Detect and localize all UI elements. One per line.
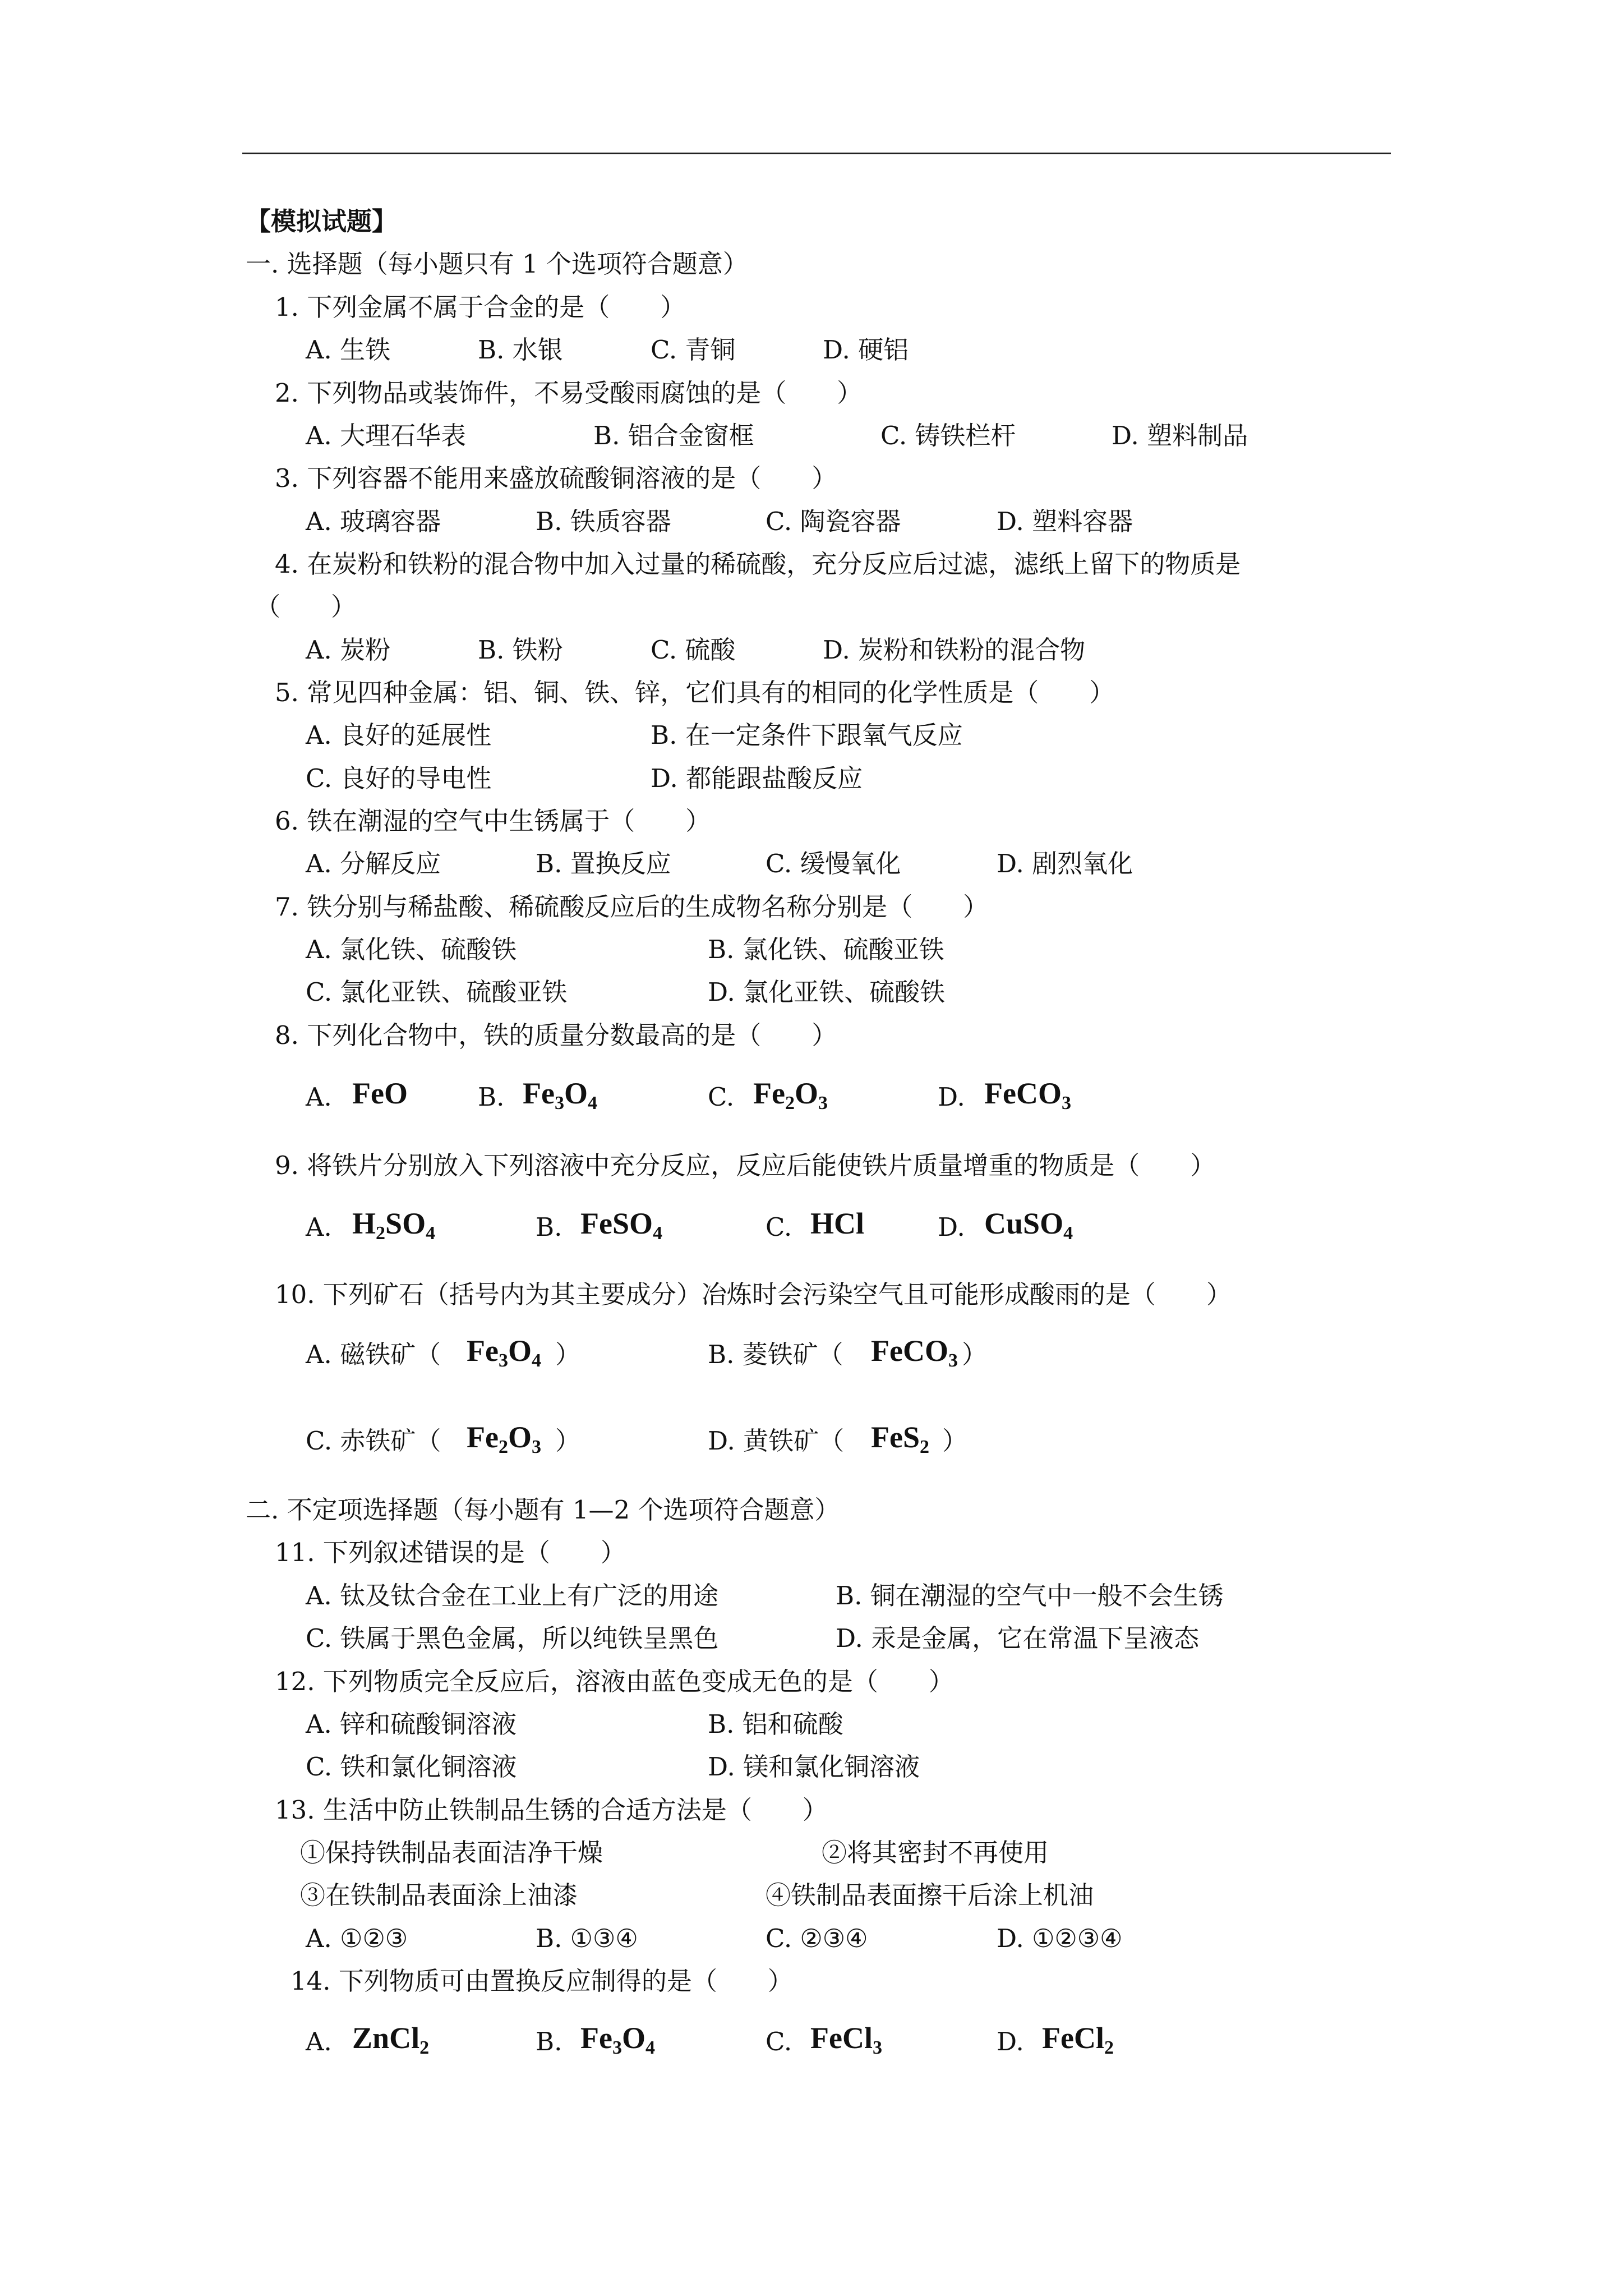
- q9-formula-d: CuSO$_4$: [984, 1207, 1073, 1244]
- q7-option-a: A. 氯化铁、硫酸铁: [306, 935, 517, 964]
- q2-option-d: D. 塑料制品: [1112, 421, 1248, 450]
- q11-option-d: D. 汞是金属，它在常温下呈液态: [836, 1623, 1200, 1653]
- q14-formula-d: FeCl$_2$: [1042, 2021, 1114, 2058]
- q13-item-4: ④铁制品表面擦干后涂上机油: [766, 1880, 1094, 1910]
- question-7: 7. 铁分别与稀盐酸、稀硫酸反应后的生成物名称分别是（ ）: [275, 892, 989, 922]
- q12-option-c: C. 铁和氯化铜溶液: [306, 1752, 517, 1782]
- q9-option-d-letter: D.: [938, 1212, 965, 1242]
- q7-option-d: D. 氯化亚铁、硫酸铁: [708, 977, 946, 1007]
- q3-option-b: B. 铁质容器: [536, 507, 671, 536]
- header-rule: [242, 153, 1391, 154]
- q8-option-c-letter: C.: [708, 1082, 735, 1112]
- question-2: 2. 下列物品或装饰件，不易受酸雨腐蚀的是（ ）: [275, 378, 863, 408]
- q1-option-d: D. 硬铝: [823, 335, 909, 365]
- q4-option-b: B. 铁粉: [478, 635, 563, 665]
- question-8: 8. 下列化合物中，铁的质量分数最高的是（ ）: [275, 1020, 837, 1050]
- q10-formula-a: $Fe_3O_4$: [467, 1334, 541, 1371]
- q9-option-b-letter: B.: [536, 1212, 562, 1242]
- q12-option-d: D. 镁和氯化铜溶液: [708, 1752, 920, 1782]
- q9-formula-c: HCl: [810, 1207, 865, 1240]
- q9-formula-a: $H_2SO_4$: [352, 1207, 436, 1244]
- q5-option-c: C. 良好的导电性: [306, 763, 492, 793]
- question-13: 13. 生活中防止铁制品生锈的合适方法是（ ）: [275, 1795, 828, 1825]
- q10-close-a: ）: [555, 1340, 581, 1369]
- q10-close-d: ）: [942, 1426, 968, 1456]
- q10-formula-c: $Fe_2O_3$: [467, 1420, 541, 1457]
- question-9: 9. 将铁片分别放入下列溶液中充分反应，反应后能使铁片质量增重的物质是（ ）: [275, 1151, 1216, 1180]
- q10-option-c: C. 赤铁矿（: [306, 1426, 441, 1456]
- q10-formula-b: FeCO$_3$: [871, 1334, 958, 1371]
- q8-option-b-letter: B.: [478, 1082, 505, 1112]
- q3-option-a: A. 玻璃容器: [306, 507, 441, 536]
- q8-formula-c: $Fe_2O_3$: [753, 1076, 828, 1114]
- q9-formula-b: FeSO$_4$: [580, 1207, 663, 1244]
- q14-option-c-letter: C.: [766, 2027, 792, 2056]
- q8-option-a-letter: A.: [306, 1082, 332, 1112]
- q14-option-d-letter: D.: [997, 2027, 1024, 2056]
- question-4-cont: （ ）: [255, 592, 357, 622]
- q8-formula-d: FeCO$_3$: [984, 1076, 1071, 1114]
- q13-item-1: ①保持铁制品表面洁净干燥: [300, 1838, 603, 1867]
- q4-option-a: A. 炭粉: [306, 635, 391, 665]
- q10-option-d: D. 黄铁矿（: [708, 1426, 845, 1456]
- q14-formula-a: ZnCl$_2$: [352, 2021, 430, 2058]
- q12-option-a: A. 锌和硫酸铜溶液: [306, 1709, 517, 1739]
- q11-option-c: C. 铁属于黑色金属，所以纯铁呈黑色: [306, 1623, 719, 1653]
- q6-option-a: A. 分解反应: [306, 849, 441, 878]
- q9-option-c-letter: C.: [766, 1212, 792, 1242]
- section-2-heading: 二. 不定项选择题（每小题有 1—2 个选项符合题意）: [246, 1495, 840, 1525]
- q3-option-c: C. 陶瓷容器: [766, 507, 901, 536]
- question-11: 11. 下列叙述错误的是（ ）: [275, 1538, 626, 1567]
- q13-option-a: A. ①②③: [306, 1924, 408, 1953]
- q5-option-b: B. 在一定条件下跟氧气反应: [651, 720, 963, 750]
- q13-item-2: ②将其密封不再使用: [822, 1838, 1049, 1867]
- q10-close-c: ）: [555, 1426, 581, 1456]
- q13-item-3: ③在铁制品表面涂上油漆: [300, 1880, 578, 1910]
- q11-option-b: B. 铜在潮湿的空气中一般不会生锈: [836, 1581, 1224, 1611]
- q13-option-d: D. ①②③④: [997, 1924, 1123, 1953]
- q13-option-c: C. ②③④: [766, 1924, 868, 1953]
- question-10: 10. 下列矿石（括号内为其主要成分）冶炼时会污染空气且可能形成酸雨的是（ ）: [275, 1280, 1232, 1309]
- question-4: 4. 在炭粉和铁粉的混合物中加入过量的稀硫酸，充分反应后过滤，滤纸上留下的物质是: [275, 549, 1241, 579]
- q8-formula-b: $Fe_3O_4$: [523, 1076, 597, 1114]
- question-6: 6. 铁在潮湿的空气中生锈属于（ ）: [275, 806, 711, 836]
- question-1: 1. 下列金属不属于合金的是（ ）: [275, 292, 686, 322]
- q5-option-d: D. 都能跟盐酸反应: [651, 763, 863, 793]
- question-3: 3. 下列容器不能用来盛放硫酸铜溶液的是（ ）: [275, 463, 837, 493]
- q10-option-a: A. 磁铁矿（: [306, 1340, 441, 1369]
- q9-option-a-letter: A.: [306, 1212, 332, 1242]
- q3-option-d: D. 塑料容器: [997, 507, 1133, 536]
- question-14: 14. 下列物质可由置换反应制得的是（ ）: [291, 1966, 793, 1996]
- q2-option-c: C. 铸铁栏杆: [880, 421, 1016, 450]
- q10-close-b: ）: [962, 1340, 988, 1369]
- q10-option-b: B. 菱铁矿（: [708, 1340, 843, 1369]
- q2-option-b: B. 铝合金窗框: [593, 421, 754, 450]
- question-12: 12. 下列物质完全反应后，溶液由蓝色变成无色的是（ ）: [275, 1667, 954, 1696]
- q14-formula-c: FeCl$_3$: [810, 2021, 882, 2058]
- q1-option-a: A. 生铁: [306, 335, 391, 365]
- q8-option-d-letter: D.: [938, 1082, 965, 1112]
- q6-option-d: D. 剧烈氧化: [997, 849, 1133, 878]
- q6-option-c: C. 缓慢氧化: [766, 849, 901, 878]
- q12-option-b: B. 铝和硫酸: [708, 1709, 843, 1739]
- q14-formula-b: $Fe_3O_4$: [580, 2021, 655, 2058]
- q1-option-b: B. 水银: [478, 335, 563, 365]
- q13-option-b: B. ①③④: [536, 1924, 638, 1953]
- page-title: 【模拟试题】: [246, 206, 398, 236]
- q2-option-a: A. 大理石华表: [306, 421, 467, 450]
- q7-option-c: C. 氯化亚铁、硫酸亚铁: [306, 977, 568, 1007]
- q4-option-c: C. 硫酸: [651, 635, 736, 665]
- section-1-heading: 一. 选择题（每小题只有 1 个选项符合题意）: [246, 249, 748, 279]
- q7-option-b: B. 氯化铁、硫酸亚铁: [708, 935, 944, 964]
- question-5: 5. 常见四种金属：铝、铜、铁、锌，它们具有的相同的化学性质是（ ）: [275, 678, 1115, 707]
- q1-option-c: C. 青铜: [651, 335, 736, 365]
- q10-formula-d: FeS$_2$: [871, 1420, 930, 1457]
- q14-option-a-letter: A.: [306, 2027, 332, 2056]
- q8-formula-a: FeO: [352, 1076, 408, 1110]
- q6-option-b: B. 置换反应: [536, 849, 671, 878]
- q4-option-d: D. 炭粉和铁粉的混合物: [823, 635, 1086, 665]
- q14-option-b-letter: B.: [536, 2027, 562, 2056]
- q11-option-a: A. 钛及钛合金在工业上有广泛的用途: [306, 1581, 719, 1611]
- q5-option-a: A. 良好的延展性: [306, 720, 492, 750]
